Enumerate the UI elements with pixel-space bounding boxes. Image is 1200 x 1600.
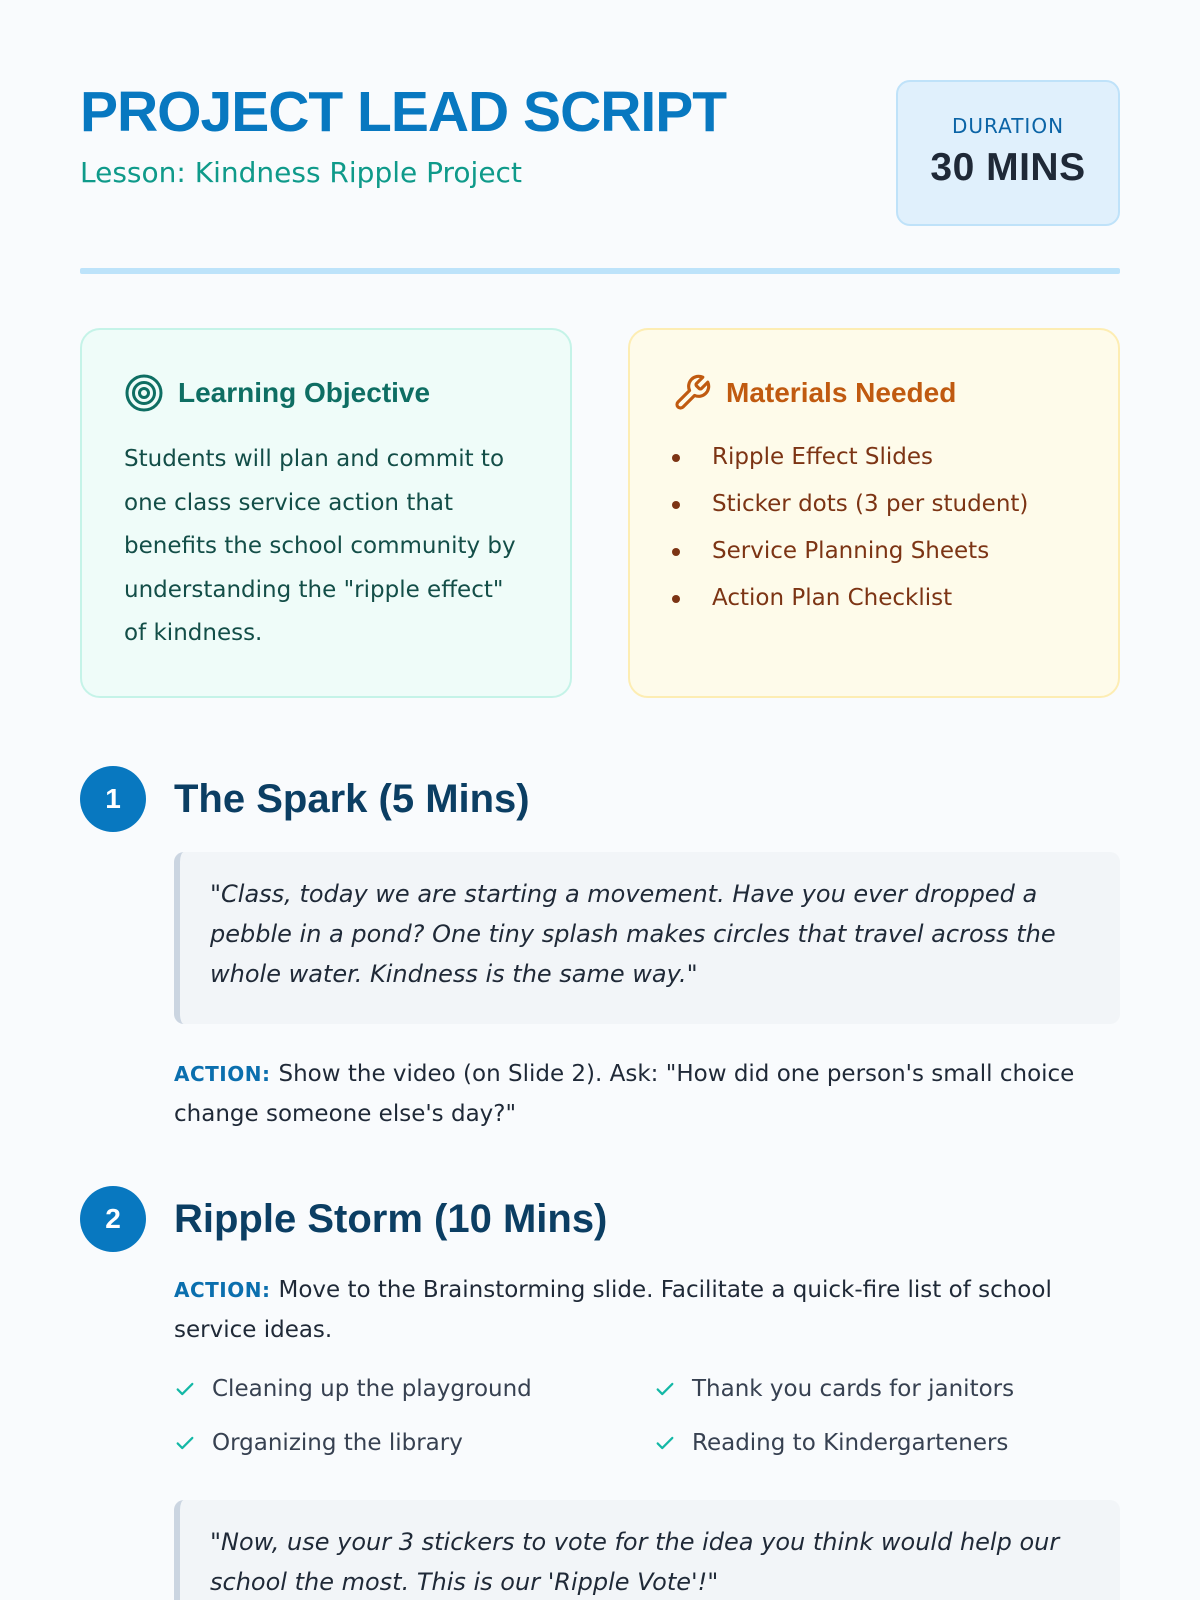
materials-header xyxy=(672,370,1076,416)
service-idea-text: Organizing the library xyxy=(212,1430,463,1456)
material-item: Sticker dots (3 per student) xyxy=(672,481,1076,528)
duration-label: DURATION xyxy=(951,114,1065,138)
duration-value: 30 MINS xyxy=(930,146,1086,189)
page-title: PROJECT LEAD SCRIPT xyxy=(80,80,727,144)
materials-list xyxy=(672,434,1076,622)
check-icon xyxy=(174,1432,196,1454)
action-text: Show the video (on Slide 2). Ask: "How did one person's small choice change someone else's day?" xyxy=(174,1061,1075,1127)
step-title: Ripple Storm (10 Mins) xyxy=(174,1197,608,1241)
materials-title: Materials Needed xyxy=(726,377,957,408)
info-cards xyxy=(80,328,1120,698)
material-item: Action Plan Checklist xyxy=(672,575,1076,622)
script-quote: "Class, today we are starting a movement. Have you ever dropped a pebble in a pond? One tiny splash makes circles that travel across the whole water. Kindness is the same way." xyxy=(174,852,1120,1024)
service-idea-item xyxy=(174,1368,654,1410)
step-action xyxy=(174,1270,1120,1350)
step-1 xyxy=(80,766,1120,1136)
target-icon xyxy=(124,373,164,413)
header-divider xyxy=(80,268,1120,274)
service-idea-item xyxy=(174,1422,654,1464)
script-quote: "Now, use your 3 stickers to vote for the idea you think would help our school the most. This is our 'Ripple Vote'!" xyxy=(174,1500,1120,1600)
service-ideas-list xyxy=(174,1368,1120,1464)
header xyxy=(80,0,1120,275)
step-number-badge: 2 xyxy=(80,1186,146,1252)
service-idea-text: Cleaning up the playground xyxy=(212,1376,532,1402)
check-icon xyxy=(654,1432,676,1454)
step-action xyxy=(174,1054,1120,1134)
duration-badge xyxy=(896,80,1120,226)
step-number-badge: 1 xyxy=(80,766,146,832)
service-idea-item xyxy=(654,1422,1074,1464)
service-idea-item xyxy=(654,1368,1074,1410)
check-icon xyxy=(174,1378,196,1400)
learning-objective-card xyxy=(80,328,572,698)
action-text: Move to the Brainstorming slide. Facilitate a quick-fire list of school service ideas. xyxy=(174,1277,1052,1343)
learning-objective-text: Students will plan and commit to one class service action that benefits the school community by understanding the "ripple effect" of kindness. xyxy=(124,446,516,646)
check-icon xyxy=(654,1378,676,1400)
material-item: Ripple Effect Slides xyxy=(672,434,1076,481)
step-title: The Spark (5 Mins) xyxy=(174,777,530,821)
action-label: ACTION: xyxy=(174,1278,271,1302)
learning-objective-title: Learning Objective xyxy=(178,377,431,408)
step-2 xyxy=(80,1186,1120,1600)
action-label: ACTION: xyxy=(174,1062,271,1086)
material-item: Service Planning Sheets xyxy=(672,528,1076,575)
wrench-icon xyxy=(672,373,712,413)
service-idea-text: Thank you cards for janitors xyxy=(692,1376,1015,1402)
service-idea-text: Reading to Kindergarteners xyxy=(692,1430,1009,1456)
materials-card xyxy=(628,328,1120,698)
learning-objective-header xyxy=(124,370,528,416)
lesson-subtitle: Lesson: Kindness Ripple Project xyxy=(80,156,522,189)
